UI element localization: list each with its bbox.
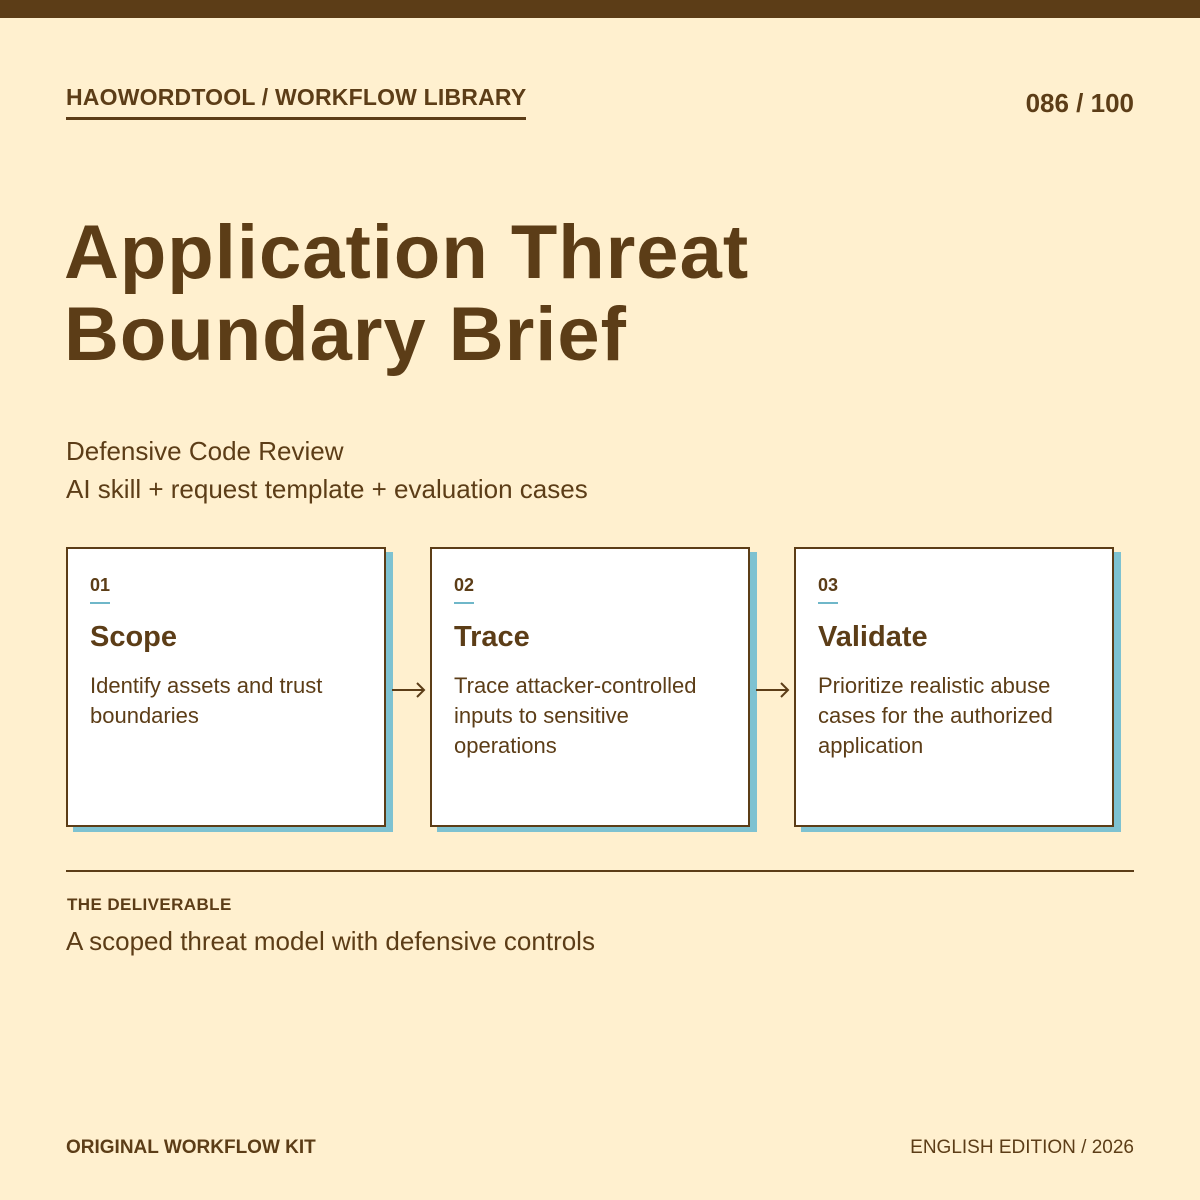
step-card-trace — [430, 547, 750, 827]
arrow-right-icon — [754, 670, 792, 710]
step-description: Trace attacker-controlled inputs to sensitive operations — [454, 673, 697, 758]
page-title-line-2: Boundary Brief — [64, 292, 627, 377]
step-heading: Validate — [818, 621, 928, 653]
step-number: 02 — [454, 575, 474, 604]
deliverable-label: THE DELIVERABLE — [67, 895, 232, 914]
footer-edition-label: ENGLISH EDITION / 2026 — [910, 1137, 1134, 1158]
step-card-scope — [66, 547, 386, 827]
page-title-line-1: Application Threat — [64, 210, 750, 295]
section-divider — [66, 870, 1134, 872]
subtitle — [66, 432, 588, 508]
subtitle-line-1: Defensive Code Review — [66, 436, 344, 466]
step-number: 01 — [90, 575, 110, 604]
step-description: Identify assets and trust boundaries — [90, 673, 323, 728]
deliverable-text: A scoped threat model with defensive controls — [66, 926, 595, 956]
brand-label: HAOWORDTOOL / WORKFLOW LIBRARY — [66, 84, 526, 120]
step-heading: Trace — [454, 621, 530, 653]
step-heading: Scope — [90, 621, 178, 653]
footer-kit-label: ORIGINAL WORKFLOW KIT — [66, 1137, 316, 1158]
arrow-right-icon — [390, 670, 428, 710]
top-bar — [0, 0, 1200, 18]
page-counter: 086 / 100 — [1025, 88, 1134, 118]
step-card-validate — [794, 547, 1114, 827]
step-description: Prioritize realistic abuse cases for the authorized application — [818, 673, 1053, 758]
subtitle-line-2: AI skill + request template + evaluation cases — [66, 474, 588, 504]
step-number: 03 — [818, 575, 838, 604]
page-title — [64, 212, 749, 376]
